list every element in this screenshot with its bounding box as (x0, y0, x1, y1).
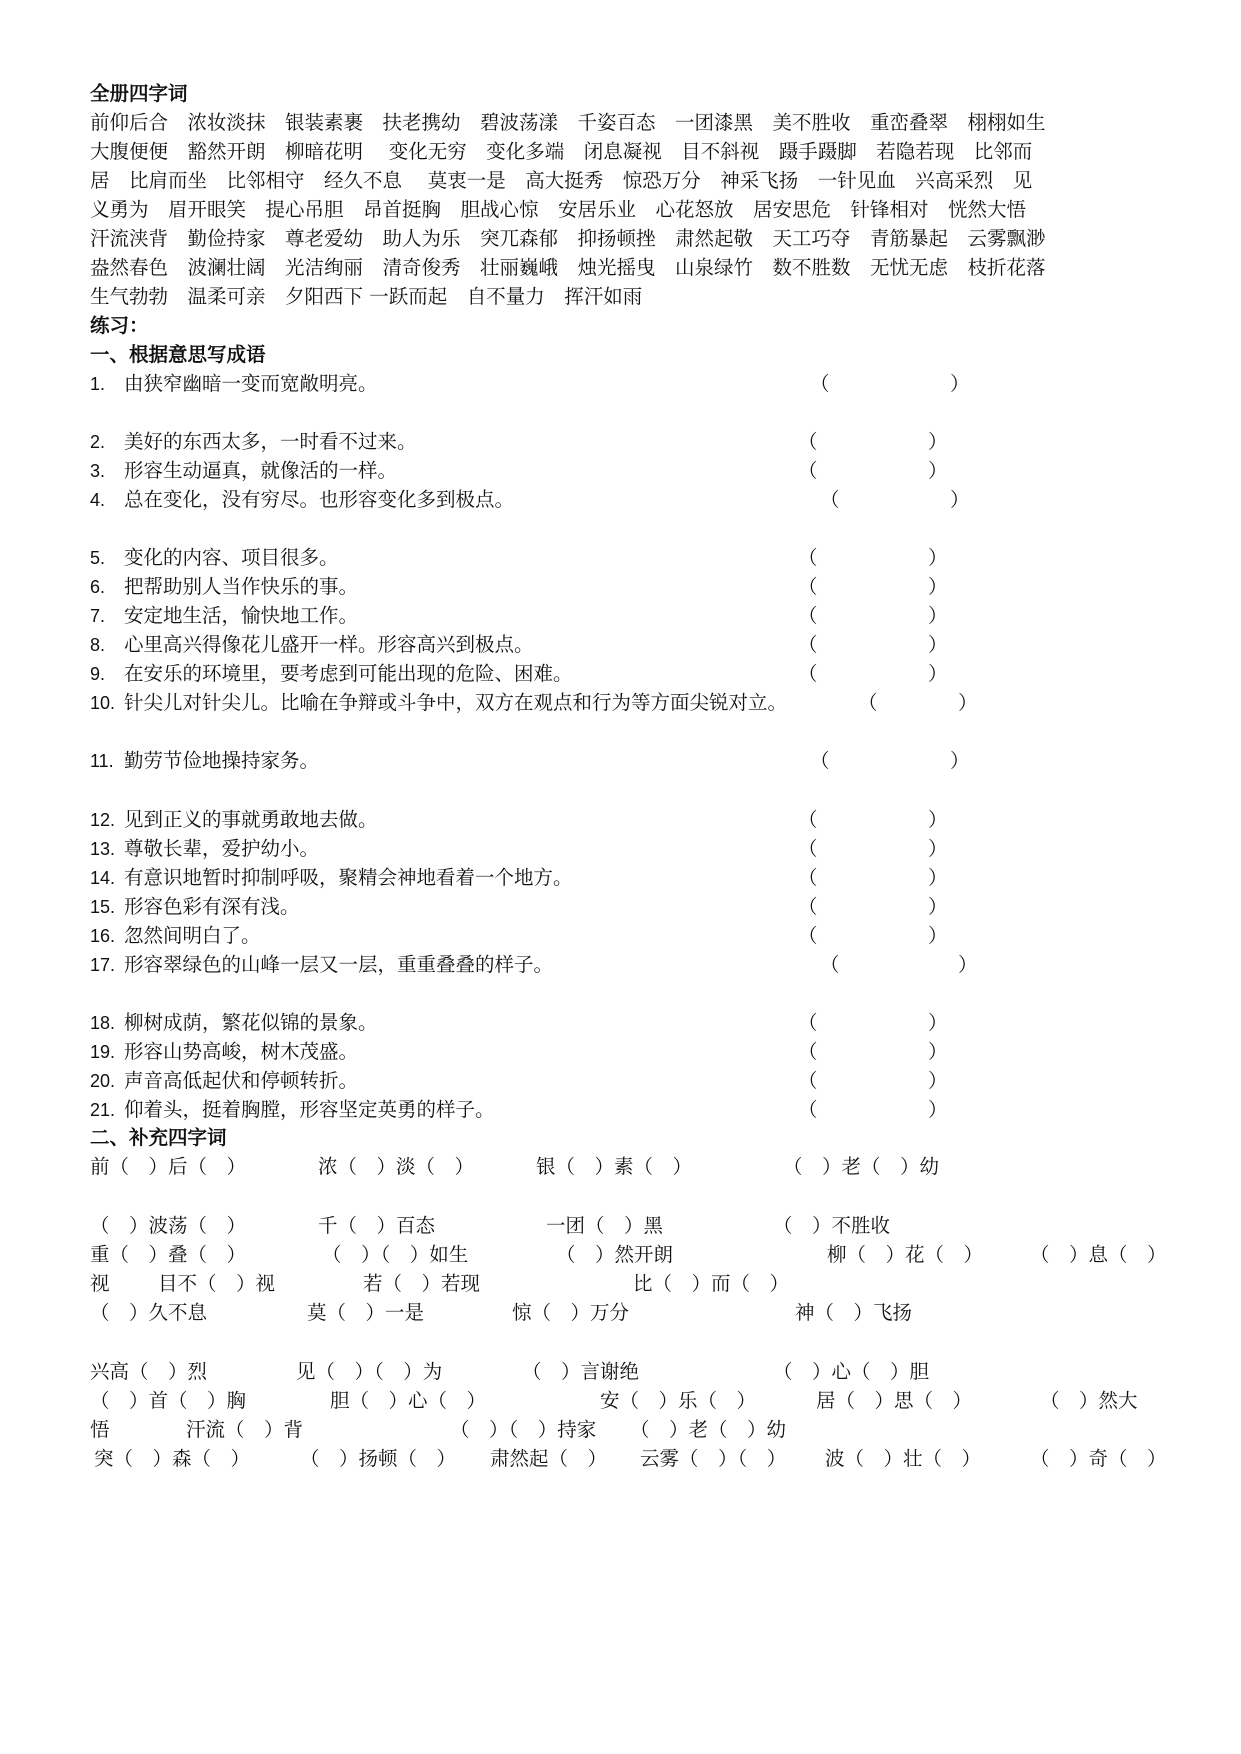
answer-blank-open[interactable]: （ (810, 749, 830, 772)
fill-blank-item[interactable]: （ ）久不息 (90, 1301, 208, 1324)
answer-blank-open[interactable]: （ (820, 953, 840, 976)
fill-blank-item[interactable]: （ ）息（ ） (1030, 1243, 1167, 1266)
answer-blank-open[interactable]: （ (798, 895, 818, 918)
answer-blank-close: ） (928, 1098, 948, 1121)
fill-blank-item[interactable]: 目不（ ）视 (158, 1272, 276, 1295)
answer-blank-open[interactable]: （ (798, 1040, 818, 1063)
fill-blank-item[interactable]: 浓（ ）淡（ ） (318, 1155, 475, 1178)
fill-blank-item[interactable]: 重（ ）叠（ ） (90, 1243, 247, 1266)
answer-blank-open[interactable]: （ (798, 633, 818, 656)
fill-blank-item[interactable]: （ ）老（ ）幼 (630, 1418, 787, 1441)
question-number: 20. (90, 1071, 116, 1091)
question-number: 2. (90, 432, 106, 452)
answer-blank-open[interactable]: （ (798, 1011, 818, 1034)
answer-blank-open[interactable]: （ (820, 488, 840, 511)
question-number: 13. (90, 839, 116, 859)
question-number: 19. (90, 1042, 116, 1062)
fill-blank-item[interactable]: （ ）老（ ）幼 (783, 1155, 940, 1178)
answer-blank-open[interactable]: （ (798, 1069, 818, 1092)
answer-blank-open[interactable]: （ (798, 430, 818, 453)
answer-blank-open[interactable]: （ (810, 372, 830, 395)
question-number: 7. (90, 606, 106, 626)
word-line: 居 比肩而坐 比邻相守 经久不息 莫衷一是 高大挺秀 惊恐万分 神采飞扬 一针见血 兴高采烈 见 (90, 169, 1033, 192)
question-text: 见到正义的事就勇敢地去做。 (124, 808, 378, 831)
word-line: 前仰后合 浓妆淡抹 银装素裹 扶老携幼 碧波荡漾 千姿百态 一团漆黑 美不胜收 重峦叠翠 栩栩如生 (90, 111, 1046, 134)
fill-blank-item[interactable]: 千（ ）百态 (318, 1214, 436, 1237)
question-number: 11. (90, 751, 114, 771)
fill-blank-item[interactable]: 神（ ）飞扬 (795, 1301, 913, 1324)
question-text: 美好的东西太多，一时看不过来。 (124, 430, 417, 453)
question-number: 9. (90, 664, 106, 684)
answer-blank-close: ） (958, 953, 978, 976)
answer-blank-open[interactable]: （ (798, 924, 818, 947)
answer-blank-close: ） (950, 488, 970, 511)
answer-blank-close: ） (928, 459, 948, 482)
question-text: 针尖儿对针尖儿。比喻在争辩或斗争中，双方在观点和行为等方面尖锐对立。 (124, 691, 788, 714)
fill-blank-item[interactable]: （ ）然大 (1040, 1389, 1138, 1412)
word-line: 汗流浃背 勤俭持家 尊老爱幼 助人为乐 突兀森郁 抑扬顿挫 肃然起敬 天工巧夺 青筋暴起 云雾飘渺 (90, 227, 1046, 250)
question-text: 形容生动逼真，就像活的一样。 (124, 459, 398, 482)
fill-blank-item[interactable]: 银（ ）素（ ） (536, 1155, 693, 1178)
answer-blank-close: ） (928, 430, 948, 453)
question-text: 由狭窄幽暗一变而宽敞明亮。 (124, 372, 378, 395)
question-number: 3. (90, 461, 106, 481)
answer-blank-open[interactable]: （ (798, 866, 818, 889)
question-number: 15. (90, 897, 116, 917)
question-text: 柳树成荫，繁花似锦的景象。 (124, 1011, 378, 1034)
question-text: 形容山势高峻，树木茂盛。 (124, 1040, 359, 1063)
answer-blank-close: ） (928, 575, 948, 598)
question-text: 总在变化，没有穷尽。也形容变化多到极点。 (124, 488, 515, 511)
answer-blank-close: ） (928, 895, 948, 918)
question-number: 18. (90, 1013, 116, 1033)
fill-blank-item[interactable]: 前（ ）后（ ） (90, 1155, 247, 1178)
answer-blank-close: ） (928, 808, 948, 831)
question-text: 仰着头，挺着胸膛，形容坚定英勇的样子。 (124, 1098, 495, 1121)
fill-blank-item[interactable]: 安（ ）乐（ ） (600, 1389, 757, 1412)
word-line: 盎然春色 波澜壮阔 光洁绚丽 清奇俊秀 壮丽巍峨 烛光摇曳 山泉绿竹 数不胜数 无忧无虑 枝折花落 (90, 256, 1046, 279)
answer-blank-close: ） (928, 604, 948, 627)
question-number: 10. (90, 693, 116, 713)
answer-blank-open[interactable]: （ (798, 575, 818, 598)
question-number: 21. (90, 1100, 116, 1120)
question-text: 心里高兴得像花儿盛开一样。形容高兴到极点。 (124, 633, 534, 656)
question-text: 形容翠绿色的山峰一层又一层，重重叠叠的样子。 (124, 953, 554, 976)
answer-blank-open[interactable]: （ (798, 837, 818, 860)
fill-blank-item[interactable]: 柳（ ）花（ ） (827, 1243, 984, 1266)
word-line: 大腹便便 豁然开朗 柳暗花明 变化无穷 变化多端 闭息凝视 目不斜视 蹑手蹑脚 若隐若现 比邻而 (90, 140, 1033, 163)
answer-blank-open[interactable]: （ (798, 808, 818, 831)
fill-blank-item[interactable]: 一团（ ）黑 (546, 1214, 664, 1237)
answer-blank-close: ） (928, 662, 948, 685)
question-text: 忽然间明白了。 (124, 924, 261, 947)
word-line: 生气勃勃 温柔可亲 夕阳西下 一跃而起 自不量力 挥汗如雨 (90, 285, 643, 308)
fill-blank-item[interactable]: 若（ ）若现 (363, 1272, 481, 1295)
fill-blank-item[interactable]: （ ）（ ）如生 (322, 1243, 469, 1266)
fill-blank-item[interactable]: （ ）（ ）持家 (450, 1418, 597, 1441)
fill-blank-item[interactable]: （ ）扬顿（ ） (300, 1447, 457, 1470)
fill-blank-item[interactable]: 胆（ ）心（ ） (330, 1389, 487, 1412)
fill-blank-item[interactable]: 莫（ ）一是 (307, 1301, 425, 1324)
part2-title: 二、补充四字词 (90, 1126, 227, 1149)
answer-blank-close: ） (958, 691, 978, 714)
fill-blank-item[interactable]: （ ）波荡（ ） (90, 1214, 247, 1237)
fill-blank-item[interactable]: 波（ ）壮（ ） (825, 1447, 982, 1470)
fill-blank-item[interactable]: （ ）言谢绝 (522, 1360, 640, 1383)
fill-blank-item[interactable]: 突（ ）森（ ） (94, 1447, 251, 1470)
fill-blank-item[interactable]: 居（ ）思（ ） (816, 1389, 973, 1412)
answer-blank-close: ） (928, 837, 948, 860)
question-text: 安定地生活，愉快地工作。 (124, 604, 359, 627)
answer-blank-close: ） (950, 749, 970, 772)
answer-blank-open[interactable]: （ (798, 546, 818, 569)
question-number: 1. (90, 374, 106, 394)
question-text: 在安乐的环境里，要考虑到可能出现的危险、困难。 (124, 662, 573, 685)
question-number: 14. (90, 868, 116, 888)
fill-blank-item[interactable]: 见（ ）（ ）为 (296, 1360, 443, 1383)
fill-blank-item[interactable]: （ ）然开朗 (556, 1243, 674, 1266)
answer-blank-close: ） (928, 633, 948, 656)
fill-blank-item[interactable]: 比（ ）而（ ） (633, 1272, 790, 1295)
fill-blank-item[interactable]: 肃然起（ ） (490, 1447, 608, 1470)
fill-blank-item[interactable]: 云雾（ ）（ ） (640, 1447, 787, 1470)
question-text: 变化的内容、项目很多。 (124, 546, 339, 569)
answer-blank-close: ） (928, 1069, 948, 1092)
answer-blank-close: ） (928, 866, 948, 889)
fill-blank-item[interactable]: （ ）心（ ）胆 (773, 1360, 930, 1383)
question-text: 形容色彩有深有浅。 (124, 895, 300, 918)
question-number: 12. (90, 810, 116, 830)
fill-blank-item[interactable]: 悟 (90, 1418, 110, 1441)
section-title: 全册四字词 (90, 82, 188, 105)
fill-blank-item[interactable]: 兴高（ ）烈 (90, 1360, 208, 1383)
answer-blank-close: ） (928, 1011, 948, 1034)
fill-blank-item[interactable]: （ ）首（ ）胸 (90, 1389, 247, 1412)
question-text: 尊敬长辈，爱护幼小。 (124, 837, 320, 860)
answer-blank-close: ） (928, 924, 948, 947)
answer-blank-close: ） (928, 1040, 948, 1063)
fill-blank-item[interactable]: （ ）不胜收 (773, 1214, 891, 1237)
question-number: 16. (90, 926, 116, 946)
answer-blank-open[interactable]: （ (798, 1098, 818, 1121)
question-text: 有意识地暂时抑制呼吸，聚精会神地看着一个地方。 (124, 866, 573, 889)
answer-blank-open[interactable]: （ (858, 691, 878, 714)
answer-blank-open[interactable]: （ (798, 604, 818, 627)
answer-blank-close: ） (928, 546, 948, 569)
fill-blank-item[interactable]: 汗流（ ）背 (186, 1418, 304, 1441)
practice-label: 练习： (90, 314, 149, 337)
part1-title: 一、根据意思写成语 (90, 343, 266, 366)
question-number: 17. (90, 955, 116, 975)
answer-blank-open[interactable]: （ (798, 662, 818, 685)
fill-blank-item[interactable]: 视 (90, 1272, 110, 1295)
question-text: 把帮助别人当作快乐的事。 (124, 575, 359, 598)
fill-blank-item[interactable]: 惊（ ）万分 (512, 1301, 630, 1324)
answer-blank-open[interactable]: （ (798, 459, 818, 482)
question-number: 4. (90, 490, 106, 510)
fill-blank-item[interactable]: （ ）奇（ ） (1030, 1447, 1167, 1470)
question-number: 8. (90, 635, 106, 655)
question-text: 声音高低起伏和停顿转折。 (124, 1069, 359, 1092)
question-number: 6. (90, 577, 106, 597)
answer-blank-close: ） (950, 372, 970, 395)
question-number: 5. (90, 548, 106, 568)
word-line: 义勇为 眉开眼笑 提心吊胆 昂首挺胸 胆战心惊 安居乐业 心花怒放 居安思危 针锋相对 恍然大悟 (90, 198, 1027, 221)
question-text: 勤劳节俭地操持家务。 (124, 749, 320, 772)
